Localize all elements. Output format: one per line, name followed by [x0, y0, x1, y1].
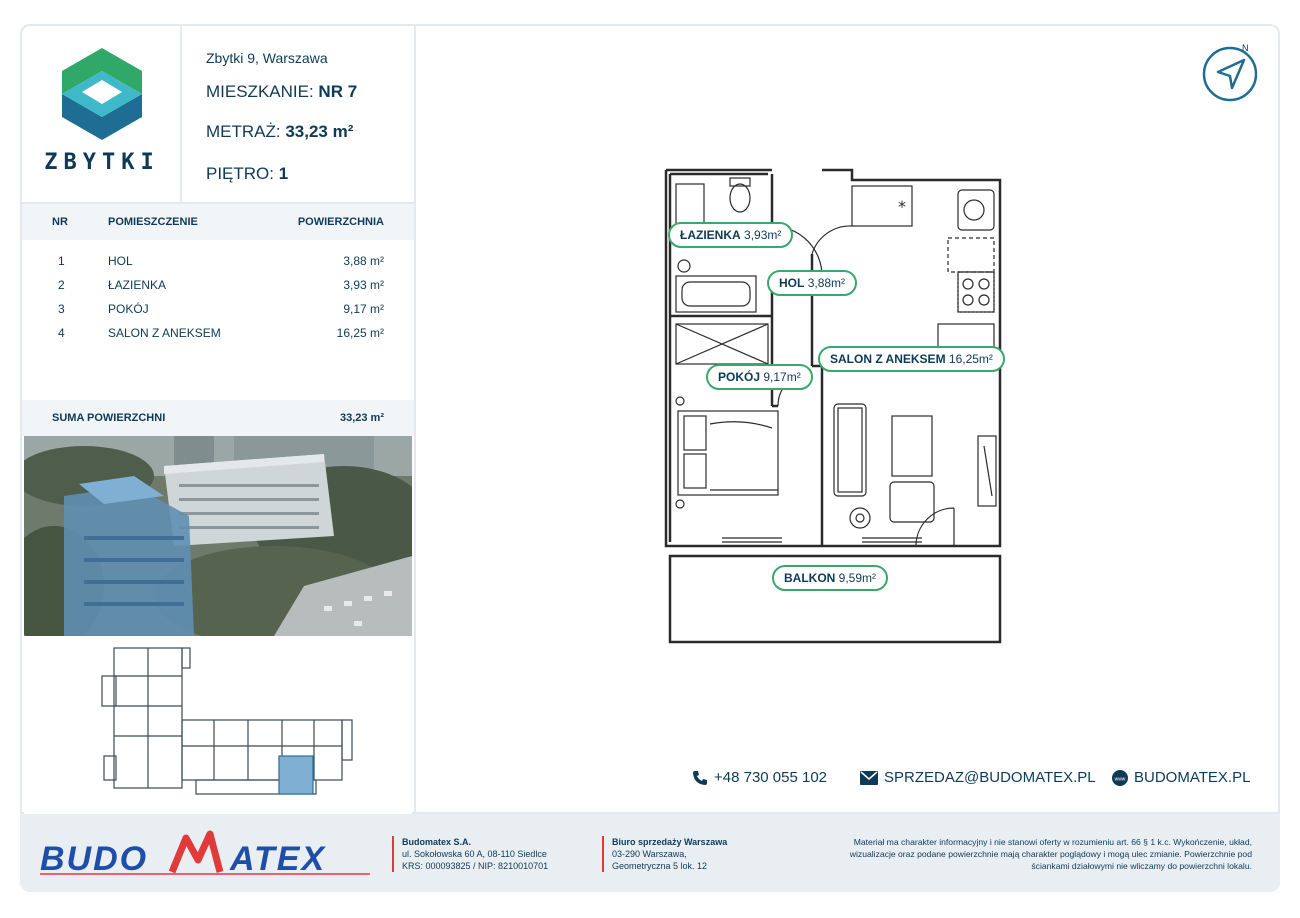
row-area: 9,17 m² [343, 302, 384, 316]
office-info [602, 836, 727, 872]
logo-wordmark: ZBYTKI [44, 150, 160, 175]
balcony-name: BALKON [784, 571, 836, 585]
brand-right-text: ATEX [230, 840, 327, 876]
total-area-row [22, 400, 414, 436]
label-hall [767, 270, 857, 296]
table-row [22, 322, 414, 346]
contact-website[interactable] [1112, 769, 1250, 786]
table-row [22, 298, 414, 322]
contact-email[interactable] [860, 769, 1096, 786]
rooms-table-header [22, 204, 414, 240]
compass-north-icon [1200, 40, 1264, 104]
main-card [20, 24, 1280, 814]
rooms-table [22, 240, 414, 400]
legal-disclaimer [812, 836, 1252, 872]
living-area: 16,25m² [948, 352, 993, 366]
mail-icon [860, 771, 878, 785]
office-city: 03-290 Warszawa, [612, 849, 687, 859]
svg-text:N: N [1242, 43, 1249, 53]
row-name: SALON Z ANEKSEM [108, 326, 221, 340]
footer [20, 814, 1280, 892]
flat-number-line [206, 82, 357, 102]
label-bathroom [668, 222, 793, 248]
row-nr: 4 [58, 326, 65, 340]
flat-value: NR 7 [318, 82, 358, 101]
row-area: 3,88 m² [343, 254, 384, 268]
globe-icon [1112, 770, 1128, 786]
disclaimer-line: wizualizacje oraz podane powierzchnie mają charakter poglądowy i mogą ulec zmianie. Powierzchnie pod [849, 849, 1252, 859]
svg-text:*: * [898, 197, 906, 216]
floor-line [206, 164, 288, 184]
flat-label: MIESZKANIE: [206, 82, 314, 101]
bathroom-name: ŁAZIENKA [680, 228, 741, 242]
company-ids: KRS: 000093825 / NIP: 8210010701 [402, 861, 549, 871]
brochure-sheet [20, 24, 1280, 892]
bathroom-area: 3,93m² [744, 228, 782, 242]
address: Zbytki 9, Warszawa [206, 50, 328, 66]
room-name: POKÓJ [718, 370, 761, 384]
col-room: POMIESZCZENIE [108, 216, 198, 228]
label-living [818, 346, 1005, 372]
table-row [22, 274, 414, 298]
floor-label: PIĘTRO: [206, 164, 275, 183]
area-label: METRAŻ: [206, 122, 281, 141]
label-balcony [772, 565, 888, 591]
company-name: Budomatex S.A. [402, 837, 472, 847]
floor-key-plan [24, 636, 412, 816]
column-divider [414, 26, 416, 816]
disclaimer-line: Materiał ma charakter informacyjny i nie stanowi oferty w rozumieniu art. 66 § 1 k.c. Wykończenie, układ, [853, 837, 1252, 847]
living-name: SALON Z ANEKSEM [830, 352, 946, 366]
zbytki-logo-icon [52, 44, 152, 144]
building-aerial-photo [24, 436, 412, 636]
hall-name: HOL [779, 276, 805, 290]
room-area: 9,17m² [763, 370, 801, 384]
col-nr: NR [52, 216, 68, 228]
company-address: ul. Sokołowska 60 A, 08-110 Siedlce [402, 849, 547, 859]
floor-value: 1 [278, 164, 289, 183]
row-name: POKÓJ [108, 302, 149, 316]
email-address: SPRZEDAZ@BUDOMATEX.PL [884, 769, 1096, 786]
col-area: POWIERZCHNIA [297, 216, 384, 228]
phone-number: +48 730 055 102 [714, 769, 828, 786]
label-room [706, 364, 813, 390]
left-column [22, 26, 414, 816]
svg-text:www: www [1114, 776, 1126, 782]
hall-area: 3,88m² [807, 276, 846, 290]
contact-phone[interactable] [692, 769, 827, 786]
balcony-area: 9,59m² [838, 571, 877, 585]
office-name: Biuro sprzedaży Warszawa [612, 837, 728, 847]
budomatex-logo [40, 830, 380, 876]
area-line [206, 122, 353, 142]
company-info [392, 836, 548, 872]
row-nr: 1 [58, 254, 65, 268]
row-area: 3,93 m² [343, 278, 384, 292]
row-nr: 2 [58, 278, 65, 292]
apartment-info [182, 26, 414, 204]
disclaimer-line: ściankami działowymi nie wliczamy do powierzchni lokalu. [1031, 861, 1252, 871]
brand-left-text: BUDO [40, 840, 149, 876]
phone-icon [692, 770, 708, 786]
row-nr: 3 [58, 302, 65, 316]
row-area: 16,25 m² [336, 326, 384, 340]
row-name: HOL [108, 254, 133, 268]
area-value: 33,23 m² [285, 122, 354, 141]
row-name: ŁAZIENKA [108, 278, 167, 292]
table-row [22, 250, 414, 274]
office-street: Geometryczna 5 lok. 12 [612, 861, 708, 871]
sum-value: 33,23 m² [339, 412, 384, 424]
sum-label: SUMA POWIERZCHNI [52, 412, 166, 424]
logo-box [22, 26, 182, 204]
website-url: BUDOMATEX.PL [1134, 769, 1251, 786]
